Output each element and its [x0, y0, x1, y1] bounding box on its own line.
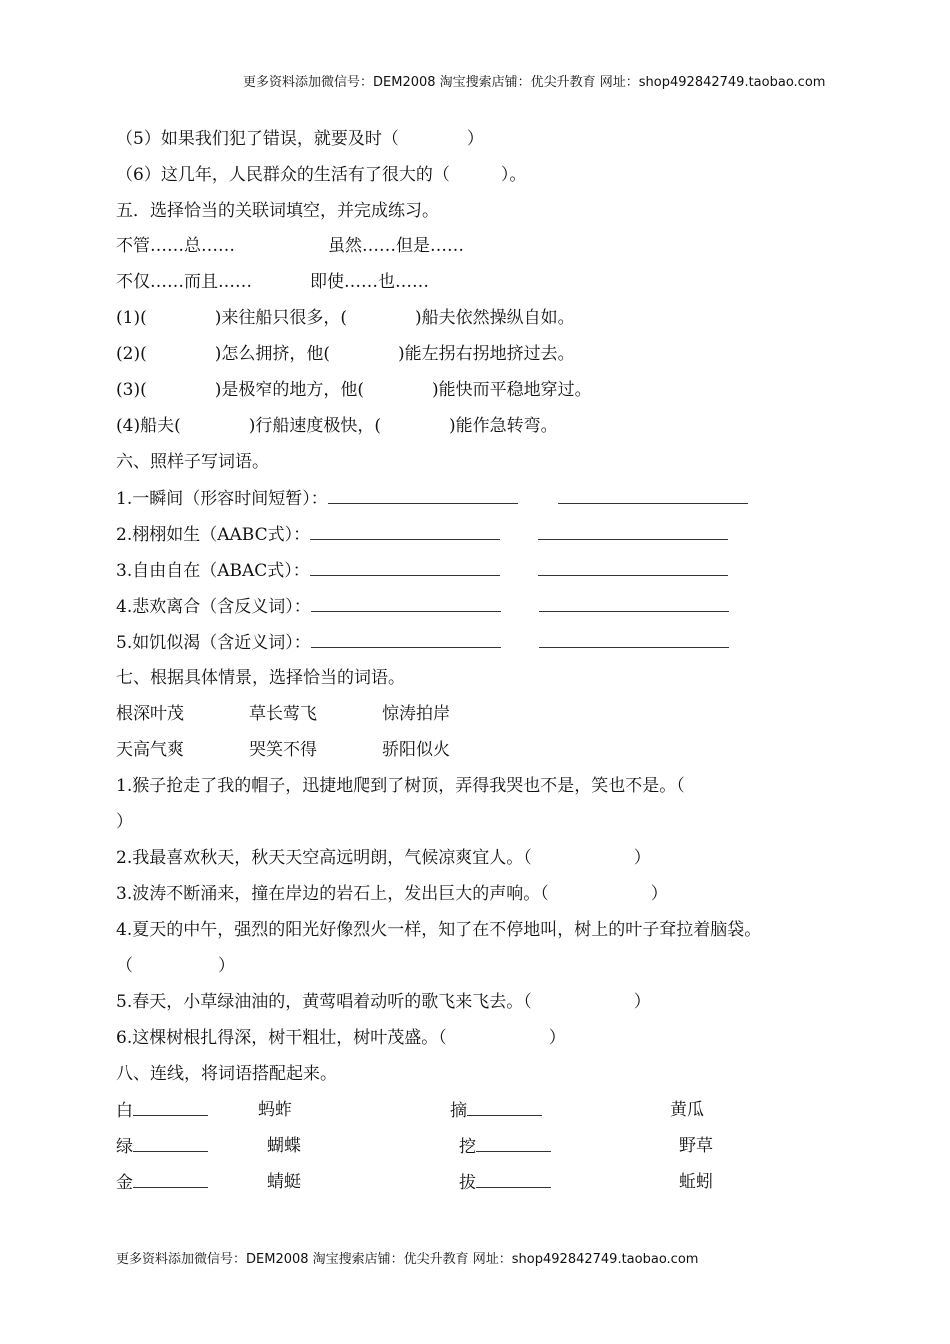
- match-word: 蝴蝶: [267, 1136, 301, 1156]
- match-left-1: [116, 1099, 208, 1122]
- sec6-item-label: 1.一瞬间（形容时间短暂）：: [116, 489, 328, 509]
- sec6-item-label: 3.自由自在（ABAC式）：: [116, 561, 310, 581]
- sec5-question-3: (3)( )是极窄的地方，他( )能快而平稳地穿过。: [116, 380, 592, 400]
- sec5-title: 五．选择恰当的关联词填空，并完成练习。: [116, 201, 439, 221]
- idiom-option: 根深叶茂: [116, 704, 184, 724]
- sec7-question-1: 1.猴子抢走了我的帽子，迅捷地爬到了树顶，弄得我哭也不是，笑也不是。（: [116, 776, 685, 796]
- answer-blank[interactable]: [310, 523, 500, 540]
- answer-blank[interactable]: [538, 523, 728, 540]
- sec6-item-label: 2.栩栩如生（AABC式）：: [116, 525, 311, 545]
- conjunction-pair-1: 不管……总……: [116, 236, 235, 256]
- page-footer: 更多资料添加微信号：DEM2008 淘宝搜索店铺：优尖升教育 网址：shop492842749.taobao.com: [116, 1252, 699, 1267]
- sec5-question-4: (4)船夫( )行船速度极快，( )能作急转弯。: [116, 416, 558, 436]
- match-blank[interactable]: [133, 1135, 208, 1152]
- idiom-option: 天高气爽: [116, 740, 184, 760]
- match-left-2: [450, 1099, 542, 1122]
- match-word: 野草: [679, 1136, 713, 1156]
- sec7-question-1-close: ）: [116, 812, 133, 832]
- sec5-question-2: (2)( )怎么拥挤，他( )能左拐右拐地挤过去。: [116, 344, 575, 364]
- idiom-option: 惊涛拍岸: [382, 704, 450, 724]
- idiom-option: 哭笑不得: [249, 740, 317, 760]
- match-word: 蜻蜓: [267, 1172, 301, 1192]
- answer-blank[interactable]: [538, 559, 728, 576]
- answer-blank[interactable]: [328, 487, 518, 504]
- match-blank[interactable]: [476, 1171, 551, 1188]
- sec7-question-3: 3.波涛不断涌来，撞在岸边的岩石上，发出巨大的声响。（ ）: [116, 884, 668, 904]
- conjunction-pair-3: 不仅……而且……: [116, 272, 252, 292]
- sec6-item-3: [116, 559, 728, 582]
- sec5-question-1: (1)( )来往船只很多，( )船夫依然操纵自如。: [116, 308, 575, 328]
- sec6-title: 六、照样子写词语。: [116, 452, 269, 472]
- sec6-item-2: [116, 523, 728, 546]
- sec7-title: 七、根据具体情景，选择恰当的词语。: [116, 668, 405, 688]
- match-word: 黄瓜: [670, 1100, 704, 1120]
- sec7-question-6: 6.这棵树根扎得深，树干粗壮，树叶茂盛。（ ）: [116, 1028, 566, 1048]
- sec6-item-label: 5.如饥似渴（含近义词）：: [116, 633, 311, 653]
- answer-blank[interactable]: [310, 559, 500, 576]
- match-blank[interactable]: [476, 1135, 551, 1152]
- sec7-question-5: 5.春天，小草绿油油的，黄莺唱着动听的歌飞来飞去。（ ）: [116, 992, 651, 1012]
- match-word: 挖: [459, 1137, 476, 1157]
- match-word: 绿: [116, 1137, 133, 1157]
- answer-blank[interactable]: [539, 631, 729, 648]
- answer-blank[interactable]: [311, 631, 501, 648]
- match-blank[interactable]: [133, 1099, 208, 1116]
- sec6-item-1: [116, 487, 748, 510]
- match-word: 金: [116, 1173, 133, 1193]
- match-left-1: [116, 1171, 208, 1194]
- conjunction-pair-2: 虽然……但是……: [328, 236, 464, 256]
- match-word: 摘: [450, 1101, 467, 1121]
- sec8-title: 八、连线，将词语搭配起来。: [116, 1064, 337, 1084]
- idiom-option: 草长莺飞: [249, 704, 317, 724]
- sec6-item-5: [116, 631, 729, 654]
- conjunction-pair-4: 即使……也……: [310, 272, 429, 292]
- sec6-item-4: [116, 595, 729, 618]
- page-header: 更多资料添加微信号：DEM2008 淘宝搜索店铺：优尖升教育 网址：shop492842749.taobao.com: [243, 75, 826, 90]
- sec7-question-4: 4.夏天的中午，强烈的阳光好像烈火一样，知了在不停地叫，树上的叶子耷拉着脑袋。: [116, 920, 762, 940]
- match-word: 蚂蚱: [258, 1100, 292, 1120]
- sec7-question-2: 2.我最喜欢秋天，秋天天空高远明朗，气候凉爽宜人。（ ）: [116, 848, 651, 868]
- match-left-1: [116, 1135, 208, 1158]
- answer-blank[interactable]: [311, 595, 501, 612]
- match-blank[interactable]: [467, 1099, 542, 1116]
- sec6-item-label: 4.悲欢离合（含反义词）：: [116, 597, 311, 617]
- match-word: 白: [116, 1101, 133, 1121]
- match-left-2: [459, 1171, 551, 1194]
- idiom-option: 骄阳似火: [382, 740, 450, 760]
- match-word: 蚯蚓: [679, 1172, 713, 1192]
- sec4-question-5: （5）如果我们犯了错误，就要及时（ ）: [116, 129, 484, 149]
- sec4-question-6: （6）这几年，人民群众的生活有了很大的（ ）。: [116, 165, 527, 185]
- sec7-question-4-paren: （ ）: [116, 956, 235, 976]
- match-left-2: [459, 1135, 551, 1158]
- match-word: 拔: [459, 1173, 476, 1193]
- match-blank[interactable]: [133, 1171, 208, 1188]
- answer-blank[interactable]: [558, 487, 748, 504]
- answer-blank[interactable]: [539, 595, 729, 612]
